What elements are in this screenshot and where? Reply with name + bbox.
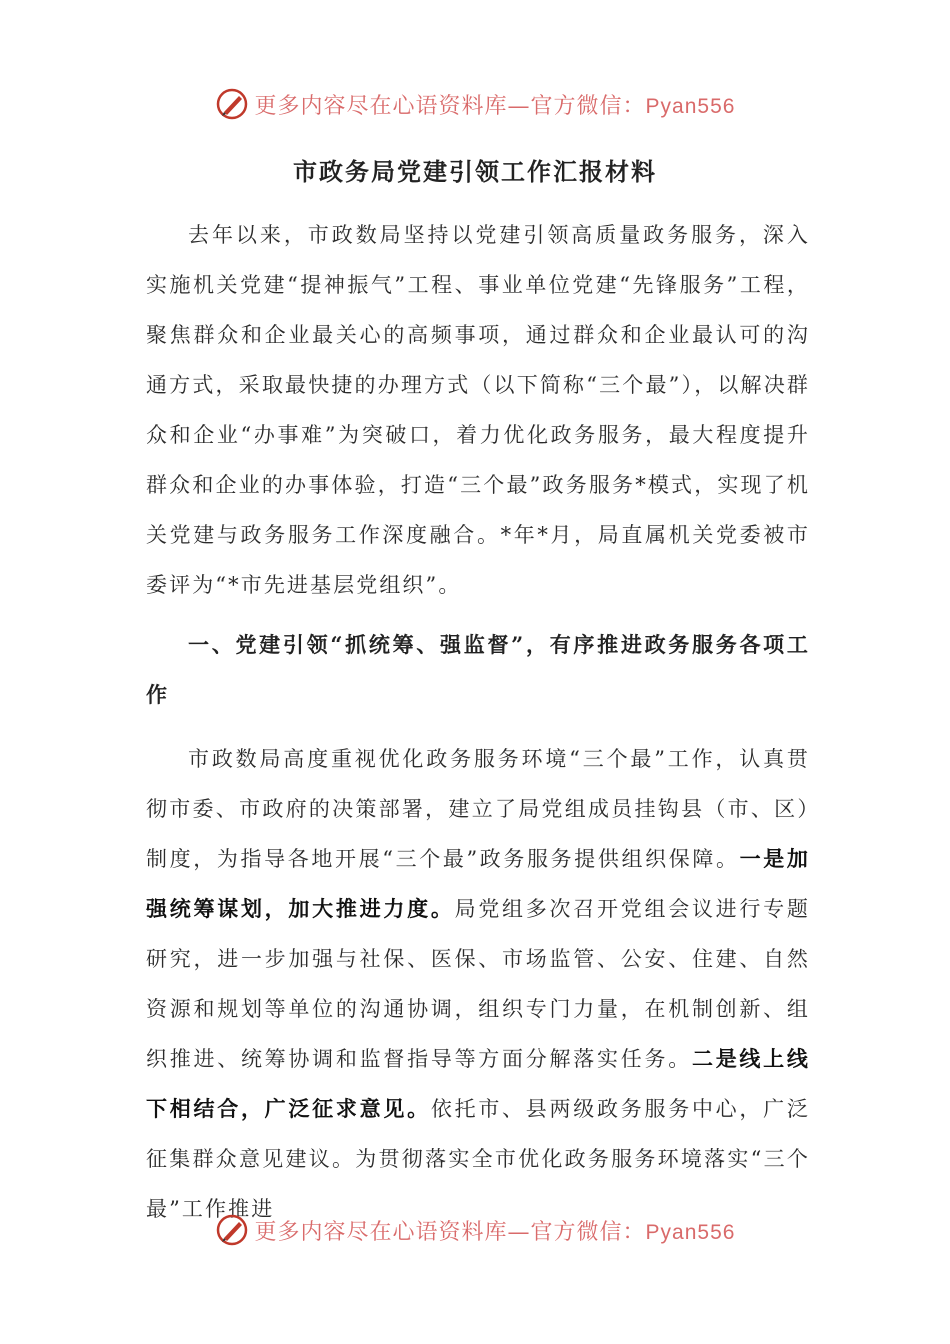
banner-text: 更多内容尽在心语资料库—官方微信：Pyan556 [254, 93, 736, 119]
section1-bold-point-2: 二是线上线下相结合，广泛征求意见。 [146, 1046, 810, 1121]
intro-paragraph: 去年以来，市政数局坚持以党建引领高质量政务服务，深入实施机关党建“提神振气”工程、事业单位党建“先锋服务”工程，聚焦群众和企业最关心的高频事项，通过群众和企业最认可的沟通方式，采取最快捷的办理方式（以下简称“三个最”），以解决群众和企业“办事难”为突破口，着力优化政务服务，最大程度提升群众和企业的办事体验，打造“三个最”政务服务*模式，实现了机关党建与政务服务工作深度融合。*年*月，局直属机关党委被市委评为“*市先进基层党组织”。 [146, 223, 811, 597]
section1-bold-point-1: 一是加强统筹谋划，加大推进力度。 [146, 846, 810, 921]
section1-text-c: 依托市、县两级政务服务中心，广泛征集群众意见建议。为贯彻落实全市优化政务服务环境落实“三个最”工作推进 [146, 1097, 810, 1221]
watermark-banner-bottom [0, 1210, 950, 1250]
wechat-id: Pyan556 [645, 94, 736, 118]
banner-text: 更多内容尽在心语资料库—官方微信：Pyan556 [254, 1219, 736, 1245]
section1-heading: 一、党建引领“抓统筹、强监督”，有序推进政务服务各项工作 [146, 632, 810, 707]
section1-paragraph [146, 734, 810, 1234]
section1-text-b: 局党组多次召开党组会议进行专题研究，进一步加强与社保、医保、市场监管、公安、住建、自然资源和规划等单位的沟通协调，组织专门力量，在机制创新、组织推进、统筹协调和监督指导等方面分解落实任务。 [146, 897, 810, 1071]
pen-logo-icon [215, 1213, 249, 1247]
watermark-banner-top [0, 84, 950, 124]
section1-text-a: 市政数局高度重视优化政务服务环境“三个最”工作，认真贯彻市委、市政府的决策部署，建立了局党组成员挂钩县（市、区）制度，为指导各地开展“三个最”政务服务提供组织保障。 [146, 747, 810, 871]
wechat-id: Pyan556 [645, 1220, 736, 1244]
pen-logo-icon [215, 87, 249, 121]
document-title: 市政务局党建引领工作汇报材料 [293, 157, 657, 186]
